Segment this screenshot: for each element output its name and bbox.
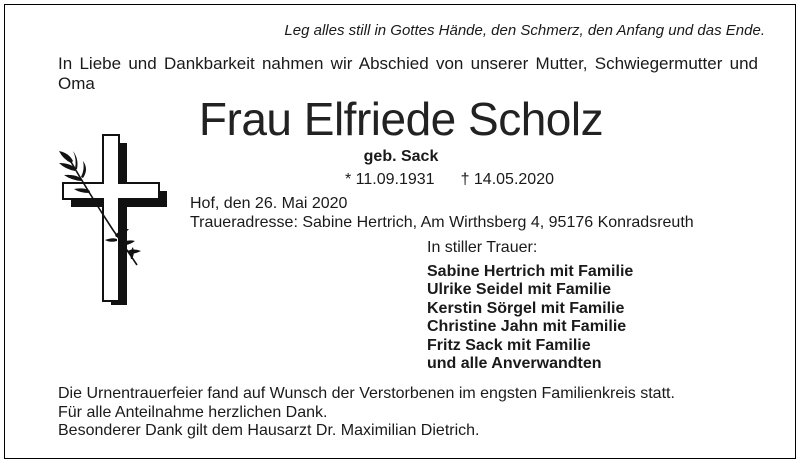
birth-name: geb. Sack	[363, 148, 439, 165]
closing-text	[58, 385, 675, 441]
intro-text: In Liebe und Dankbarkeit nahmen wir Abschied von unserer Mutter, Schwiegermutter und Oma	[58, 54, 758, 93]
death-date: † 14.05.2020	[460, 171, 554, 188]
mourner-item: Ulrike Seidel mit Familie	[427, 281, 612, 299]
closing-line: Die Urnentrauerfeier fand auf Wunsch der Verstorbenen im engsten Familienkreis statt.	[58, 385, 675, 402]
place-and-date: Hof, den 26. Mai 2020	[190, 195, 348, 212]
mourner-item: Kerstin Sörgel mit Familie	[427, 299, 625, 317]
mourner-item: Fritz Sack mit Familie	[427, 336, 591, 354]
obituary-notice	[4, 4, 796, 459]
motto-verse: Leg alles still in Gottes Hände, den Schmerz, den Anfang und das Ende.	[284, 22, 765, 39]
mourning-address: Traueradresse: Sabine Hertrich, Am Wirthsberg 4, 95176 Konradsreuth	[190, 214, 694, 231]
mourner-item: Sabine Hertrich mit Familie	[427, 263, 634, 280]
life-dates	[345, 171, 554, 189]
birth-date: * 11.09.1931	[345, 171, 435, 188]
mourners-list	[427, 263, 633, 373]
deceased-name: Frau Elfriede Scholz	[198, 93, 604, 145]
mourning-label: In stiller Trauer:	[427, 239, 538, 256]
mourner-item: Christine Jahn mit Familie	[427, 318, 627, 336]
mourner-item: und alle Anverwandten	[427, 355, 602, 373]
closing-line: Besonderer Dank gilt dem Hausarzt Dr. Maximilian Dietrich.	[58, 422, 480, 439]
closing-line: Für alle Anteilnahme herzlichen Dank.	[58, 403, 328, 421]
